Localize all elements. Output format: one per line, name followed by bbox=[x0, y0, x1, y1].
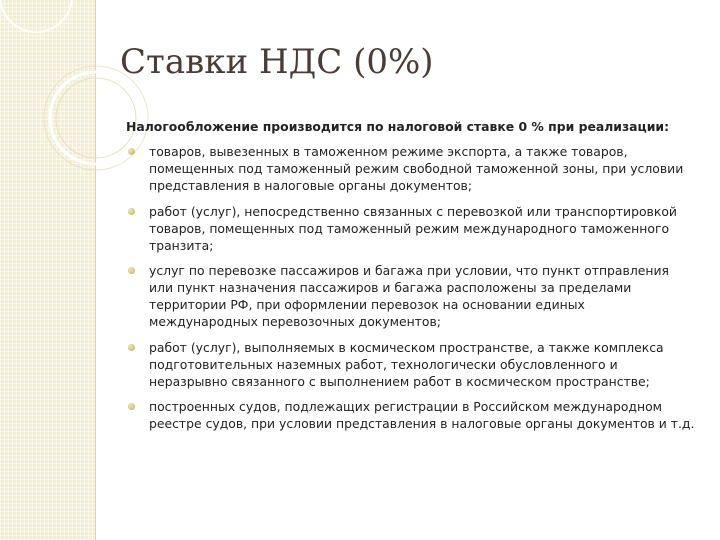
bullet-text: построенных судов, подлежащих регистрации в Российском международном реестре судов, при условии представления в налоговые органы документов и т.д. bbox=[149, 399, 695, 431]
list-item bbox=[126, 262, 696, 330]
bullet-dot-icon bbox=[128, 148, 135, 155]
slide-content bbox=[126, 118, 696, 441]
bullet-text: товаров, вывезенных в таможенном режиме экспорта, а также товаров, помещенных под таможенный режим свободной таможенной зоны, при условии представления в налоговые органы документов; bbox=[149, 144, 684, 193]
bullet-list bbox=[126, 143, 696, 432]
list-item bbox=[126, 398, 696, 432]
bullet-text: работ (услуг), непосредственно связанных с перевозкой или транспортировкой товаров, помещенных под таможенный режим международного таможенного транзита; bbox=[149, 203, 677, 253]
bullet-dot-icon bbox=[128, 403, 135, 410]
slide-title: Ставки НДС (0%) bbox=[120, 42, 434, 82]
list-item bbox=[126, 203, 696, 254]
list-item bbox=[126, 143, 696, 194]
bullet-dot-icon bbox=[128, 208, 135, 215]
list-item bbox=[126, 339, 696, 390]
bullet-dot-icon bbox=[128, 267, 135, 274]
bullet-dot-icon bbox=[128, 344, 135, 351]
bullet-text: работ (услуг), выполняемых в космическом пространстве, а также комплекса подготовительных наземных работ, технологически обусловленного и неразрывно связанного с выполнением работ в космическом пространстве; bbox=[149, 339, 664, 389]
intro-text: Налогообложение производится по налоговой ставке 0 % при реализации: bbox=[126, 119, 670, 134]
bullet-text: услуг по перевозке пассажиров и багажа при условии, что пункт отправления или пункт назначения пассажиров и багажа расположены за пределами территории РФ, при оформлении перевозок на основании единых международных перевозочных документов; bbox=[149, 263, 669, 329]
